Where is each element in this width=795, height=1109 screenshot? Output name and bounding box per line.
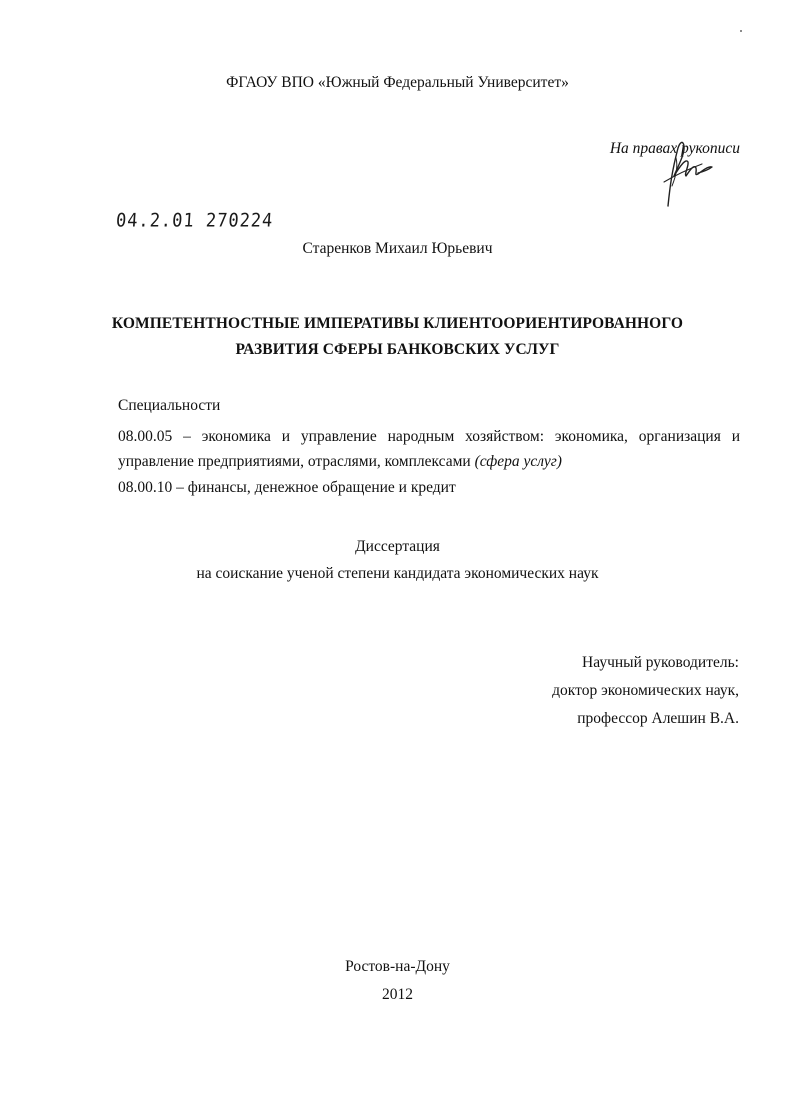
specialties-label: Специальности <box>118 397 221 414</box>
university-name: ФГАОУ ВПО «Южный Федеральный Университет» <box>226 74 569 91</box>
scan-speck <box>740 30 742 32</box>
dissertation-title-line-2: РАЗВИТИЯ СФЕРЫ БАНКОВСКИХ УСЛУГ <box>235 341 560 358</box>
registration-number: 04.2.01 270224 <box>115 210 275 232</box>
specialty-2: 08.00.10 – финансы, денежное обращение и кредит <box>118 479 456 496</box>
signature-icon <box>650 136 720 208</box>
dissertation-subtitle: на соискание ученой степени кандидата экономических наук <box>196 565 599 582</box>
supervisor-label: Научный руководитель: <box>582 654 739 671</box>
specialty-1 <box>118 424 740 474</box>
dissertation-label: Диссертация <box>355 538 440 555</box>
supervisor-name: профессор Алешин В.А. <box>577 710 739 727</box>
manuscript-rights-note: На правах рукописи <box>609 140 740 157</box>
specialty-1-italic: (сфера услуг) <box>474 453 562 470</box>
specialty-1-text: 08.00.05 – экономика и управление народным хозяйством: экономика, организация и управление предприятиями, отраслями, комплексами <box>118 428 740 470</box>
year: 2012 <box>382 986 413 1003</box>
author-name: Старенков Михаил Юрьевич <box>302 240 493 257</box>
city: Ростов-на-Дону <box>345 958 450 975</box>
dissertation-title-line-1: КОМПЕТЕНТНОСТНЫЕ ИМПЕРАТИВЫ КЛИЕНТООРИЕНТИРОВАННОГО <box>111 315 684 332</box>
supervisor-degree: доктор экономических наук, <box>552 682 739 699</box>
